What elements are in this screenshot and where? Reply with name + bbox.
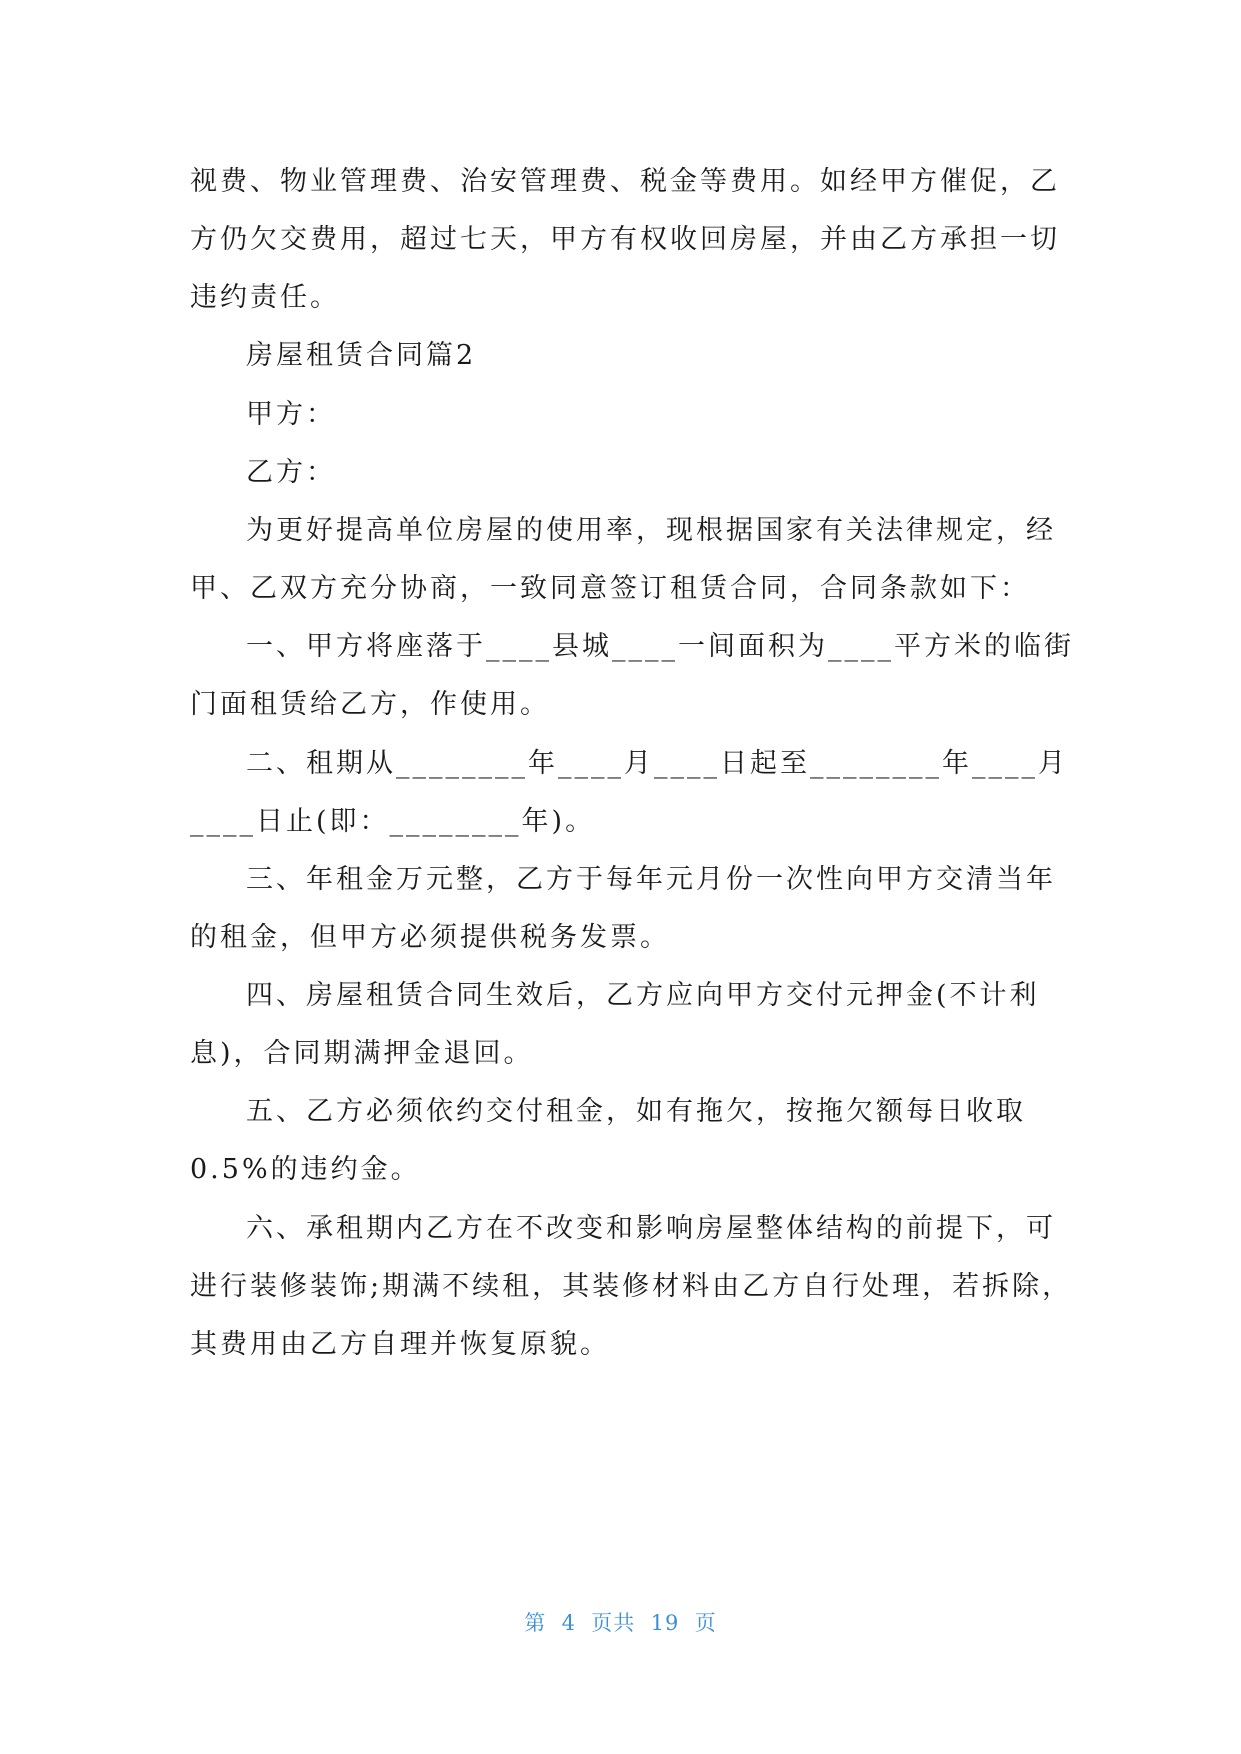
clause-line: 六、承租期内乙方在不改变和影响房屋整体结构的前提下，可 [246, 1213, 1056, 1244]
clause-line: 的租金，但甲方必须提供税务发票。 [190, 922, 670, 953]
party-a-label: 甲方： [246, 399, 336, 430]
clause-line: 其费用由乙方自理并恢复原貌。 [190, 1329, 610, 1360]
clause-line: ____日止(即：________年)。 [190, 806, 596, 837]
text-line: 方仍欠交费用，超过七天，甲方有权收回房屋，并由乙方承担一切 [190, 224, 1060, 255]
section-heading: 房屋租赁合同篇2 [246, 340, 477, 371]
clause-line: 五、乙方必须依约交付租金，如有拖欠，按拖欠额每日收取 [246, 1096, 1026, 1127]
text-line: 视费、物业管理费、治安管理费、税金等费用。如经甲方催促，乙 [190, 166, 1060, 197]
text-line: 为更好提高单位房屋的使用率，现根据国家有关法律规定，经 [246, 515, 1056, 546]
text-line: 违约责任。 [190, 282, 340, 313]
clause-line: 0.5%的违约金。 [190, 1154, 421, 1185]
clause-line: 二、租期从________年____月____日起至________年____月 [246, 748, 1068, 779]
party-b-label: 乙方： [246, 457, 336, 488]
clause-line: 三、年租金万元整，乙方于每年元月份一次性向甲方交清当年 [246, 864, 1056, 895]
text-line: 甲、乙双方充分协商，一致同意签订租赁合同，合同条款如下： [190, 573, 1030, 604]
clause-line: 进行装修装饰;期满不续租，其装修材料由乙方自行处理，若拆除， [190, 1271, 1073, 1302]
clause-line: 四、房屋租赁合同生效后，乙方应向甲方交付元押金(不计利 [246, 980, 1040, 1011]
page-number-footer: 第 4 页共 19 页 [524, 1611, 717, 1635]
clause-line: 息)，合同期满押金退回。 [190, 1038, 534, 1069]
clause-line: 门面租赁给乙方，作使用。 [190, 689, 550, 720]
clause-line: 一、甲方将座落于____县城____一间面积为____平方米的临街 [246, 631, 1074, 662]
